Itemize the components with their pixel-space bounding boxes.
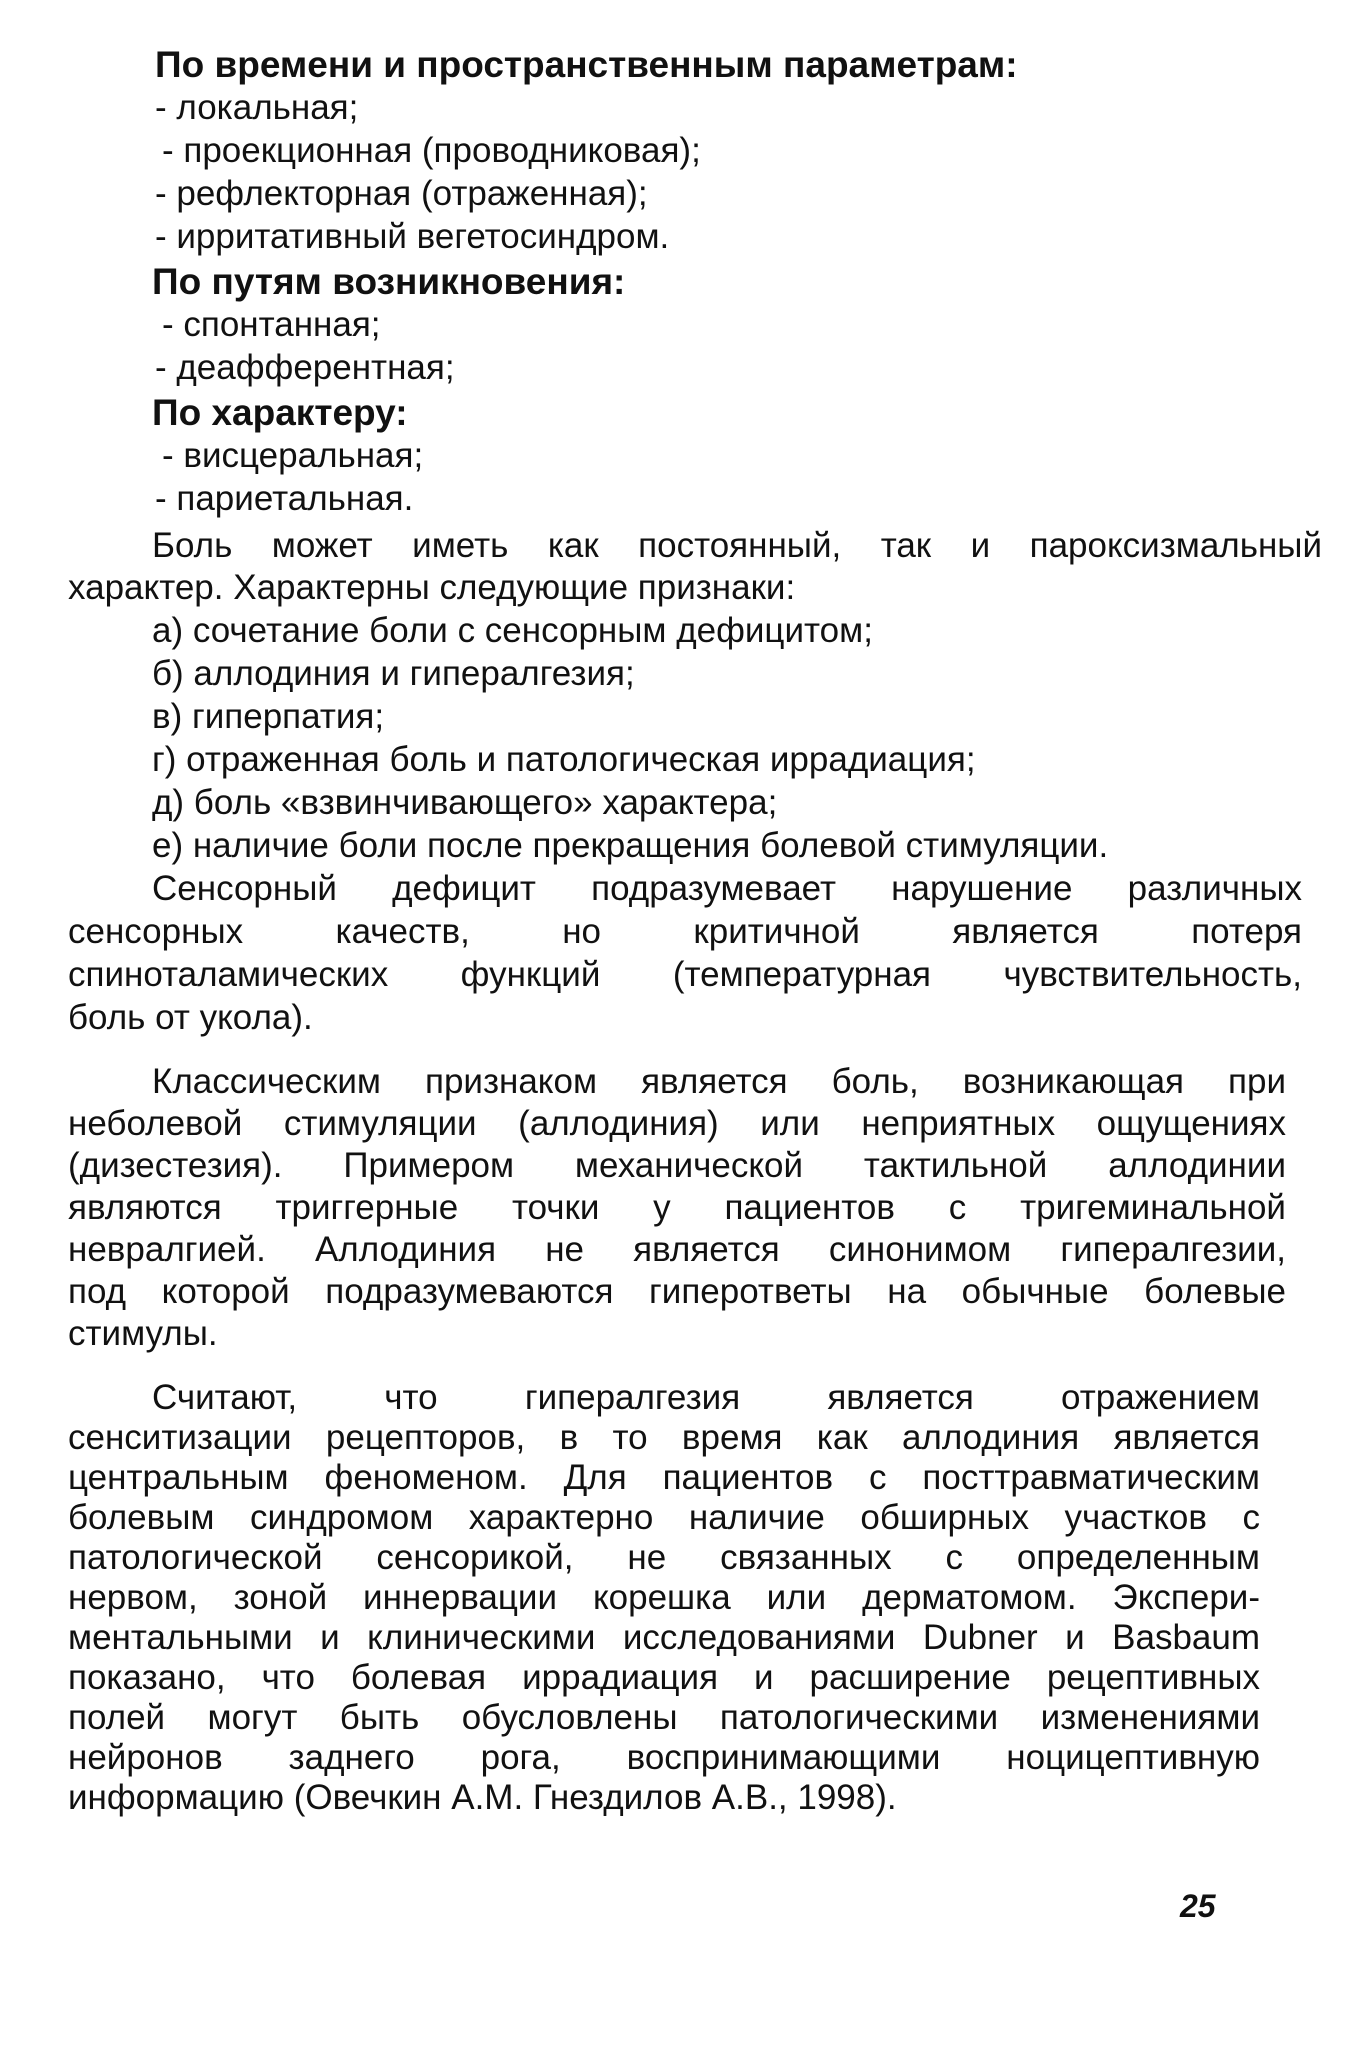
paragraph-line: сенситизации рецепторов, в то время как аллодиния является (68, 1418, 1260, 1457)
paragraph-line: болевым синдромом характерно наличие обширных участков с (68, 1498, 1260, 1537)
list-item: - проекционная (проводниковая); (162, 131, 701, 170)
sign-item: в) гиперпатия; (152, 697, 385, 736)
list-item: - ирритативный вегетосиндром. (155, 217, 670, 256)
heading-character: По характеру: (152, 392, 408, 433)
sign-item: б) аллодиния и гипералгезия; (152, 654, 635, 693)
paragraph-line: Классическим признаком является боль, возникающая при (152, 1062, 1286, 1101)
list-item: - деафферентная; (155, 348, 455, 387)
paragraph-line: неболевой стимуляции (аллодиния) или неприятных ощущениях (68, 1104, 1286, 1143)
heading-origin: По путям возникновения: (152, 261, 626, 302)
paragraph-line: Боль может иметь как постоянный, так и пароксизмальный (152, 526, 1322, 565)
paragraph-line: являются триггерные точки у пациентов с тригеминальной (68, 1188, 1286, 1227)
paragraph-line: Считают, что гипералгезия является отражением (152, 1378, 1260, 1417)
heading-time-space: По времени и пространственным параметрам: (155, 44, 1018, 85)
paragraph-line: стимулы. (68, 1314, 218, 1353)
sign-item: е) наличие боли после прекращения болевой стимуляции. (152, 826, 1109, 865)
list-item: - париетальная. (155, 479, 414, 518)
sign-item: г) отраженная боль и патологическая иррадиация; (152, 740, 976, 779)
paragraph-line: сенсорных качеств, но критичной является потеря (68, 912, 1302, 951)
paragraph-line: Сенсорный дефицит подразумевает нарушение различных (152, 869, 1302, 908)
paragraph-line: под которой подразумеваются гиперответы на обычные болевые (68, 1272, 1286, 1311)
paragraph-line: показано, что болевая иррадиация и расширение рецептивных (68, 1658, 1260, 1697)
list-item: - спонтанная; (162, 305, 381, 344)
paragraph-line: (дизестезия). Примером механической тактильной аллодинии (68, 1146, 1286, 1185)
paragraph-line: ментальными и клиническими исследованиями Dubner и Basbaum (68, 1618, 1260, 1657)
paragraph-line: невралгией. Аллодиния не является синонимом гипералгезии, (68, 1230, 1286, 1269)
list-item: - висцеральная; (162, 436, 424, 475)
sign-item: д) боль «взвинчивающего» характера; (152, 783, 778, 822)
paragraph-line: информацию (Овечкин А.М. Гнездилов А.В., 1998). (68, 1778, 897, 1817)
list-item: - рефлекторная (отраженная); (155, 174, 648, 213)
paragraph-line: патологической сенсорикой, не связанных с определенным (68, 1538, 1260, 1577)
paragraph-line: центральным феноменом. Для пациентов с посттравматическим (68, 1458, 1260, 1497)
paragraph-line: характер. Характерны следующие признаки: (68, 568, 796, 607)
page-number: 25 (1180, 1888, 1216, 1924)
paragraph-line: нервом, зоной иннервации корешка или дерматомом. Экспери- (68, 1578, 1260, 1617)
paragraph-line: полей могут быть обусловлены патологическими изменениями (68, 1698, 1260, 1737)
list-item: - локальная; (155, 88, 359, 127)
sign-item: а) сочетание боли с сенсорным дефицитом; (152, 611, 873, 650)
paragraph-line: спиноталамических функций (температурная чувствительность, (68, 955, 1302, 994)
paragraph-line: нейронов заднего рога, воспринимающими ноцицептивную (68, 1738, 1260, 1777)
paragraph-line: боль от укола). (68, 998, 313, 1037)
